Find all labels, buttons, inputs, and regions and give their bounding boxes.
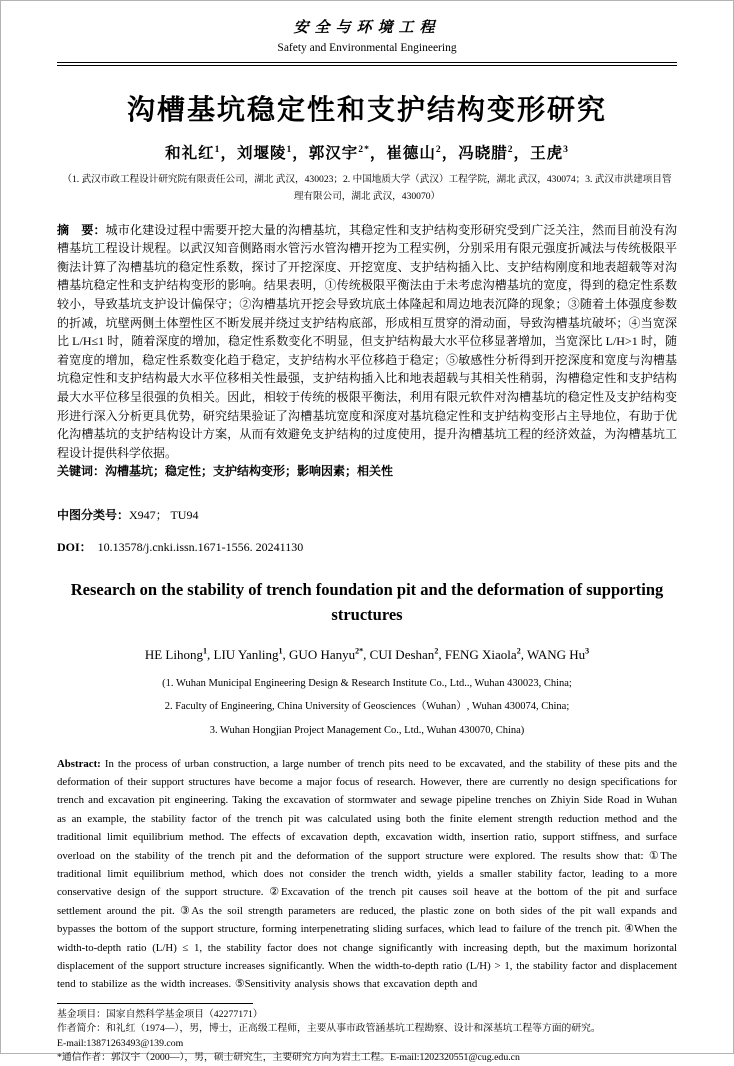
authors-cn bbox=[57, 141, 677, 163]
author-sup: 1 bbox=[202, 647, 207, 656]
abstract-label-en: Abstract: bbox=[57, 757, 101, 770]
journal-header bbox=[57, 16, 677, 66]
author-email-note: E-mail:13871263493@139.com bbox=[57, 1037, 184, 1049]
author-en: CUI Deshan$^2$, bbox=[369, 647, 445, 663]
author-sep: , bbox=[363, 647, 370, 663]
author-sep: , bbox=[438, 647, 445, 663]
author-en: FENG Xiaola$^2$, bbox=[444, 647, 527, 663]
keywords-text-cn: 沟槽基坑；稳定性；支护结构变形；影响因素；相关性 bbox=[105, 464, 394, 479]
affiliation-en-1: (1. Wuhan Municipal Engineering Design & Research Institute Co., Ltd.., Wuhan 430023, China; bbox=[162, 678, 572, 690]
affiliation-en-3: 3. Wuhan Hongjian Project Management Co., Ltd., Wuhan 430070, China) bbox=[209, 724, 525, 736]
author-cn: 和礼红$^1$， bbox=[165, 143, 237, 162]
corresponding-author-note: *通信作者：郭汉宇（2000—），男，硕士研究生，主要研究方向为岩土工程。E-mail:1202320551@cug.edu.cn bbox=[57, 1052, 520, 1064]
author-cn: 郭汉宇$^{2*}$， bbox=[308, 143, 387, 162]
author-en: GUO Hanyu$^{2*}$, bbox=[289, 647, 370, 663]
author-sup: 3 bbox=[585, 647, 590, 656]
author-sup: 1 bbox=[278, 647, 283, 656]
author-sep: ， bbox=[292, 145, 309, 162]
author-sep: , bbox=[207, 647, 214, 663]
author-sep: ， bbox=[369, 145, 387, 162]
journal-name-cn: 安全与环境工程 bbox=[293, 20, 441, 36]
article-title-en: Research on the stability of trench foundation pit and the deformation of supporting structures bbox=[70, 579, 664, 625]
author-sup: 2 bbox=[435, 143, 442, 155]
keywords-cn bbox=[57, 462, 677, 481]
abstract-cn bbox=[57, 221, 677, 463]
author-sep: , bbox=[520, 647, 527, 663]
affiliations-en bbox=[57, 672, 677, 741]
author-bio-note: 作者简介：和礼红（1974—），男，博士，正高级工程师，主要从事市政管涵基坑工程勘察、设计和深基坑工程等方面的研究。 bbox=[57, 1023, 601, 1035]
doi-value: 10.13578/j.cnki.issn.1671-1556. 20241130 bbox=[97, 539, 304, 554]
author-sup: 2 bbox=[434, 647, 439, 656]
author-sep: ， bbox=[513, 145, 531, 162]
author-cn: 王虎$^3$ bbox=[530, 143, 569, 162]
author-sep: , bbox=[282, 647, 290, 663]
author-sup: 3 bbox=[563, 143, 569, 155]
article-title-cn: 沟槽基坑稳定性和支护结构变形研究 bbox=[126, 94, 607, 125]
clc-label: 中图分类号： bbox=[57, 507, 130, 522]
author-en: LIU Yanling$^1$, bbox=[213, 647, 290, 663]
clc-value: X947； TU94 bbox=[129, 507, 199, 522]
doi-label: DOI： bbox=[57, 539, 92, 554]
affiliation-en-2: 2. Faculty of Engineering, China University of Geosciences（Wuhan）, Wuhan 430074, China; bbox=[164, 701, 570, 713]
author-sup: 2 bbox=[516, 647, 521, 656]
affiliation-cn: （1. 武汉市政工程设计研究院有限责任公司，湖北 武汉，430023；2. 中国地质大学（武汉）工程学院，湖北 武汉，430074；3. 武汉市洪建项目管理有限公司，湖北 武汉，430070） bbox=[62, 174, 672, 202]
clc-number bbox=[57, 506, 677, 523]
author-sup: 1 bbox=[214, 143, 221, 155]
abstract-label-cn: 摘 要： bbox=[57, 222, 106, 237]
author-sup: 2 bbox=[507, 143, 514, 155]
author-sup: 1 bbox=[286, 143, 293, 155]
journal-name-en: Safety and Environmental Engineering bbox=[277, 42, 457, 54]
footnote-block bbox=[57, 1003, 677, 1066]
authors-en bbox=[57, 647, 677, 663]
abstract-en bbox=[57, 755, 677, 994]
footnote-divider bbox=[57, 1003, 253, 1004]
author-sup: 2* bbox=[355, 647, 364, 656]
author-en: HE Lihong$^1$, bbox=[144, 647, 214, 663]
keywords-label-cn: 关键词： bbox=[57, 464, 106, 479]
author-cn: 冯晓腊$^2$， bbox=[458, 143, 531, 162]
doi bbox=[57, 538, 677, 555]
abstract-text-en: In the process of urban construction, a large number of trench pits need to be excavated, and the stability of these pits and the deformation of their support structures have become a major focus of research. However, there are currently no design specifications for trench and excavation pit engineering. Taking the excavation of stormwater and sewage pipeline trenches on Zhiyin Side Road in Wuhan as an example, the stability factor of the trench pit was calculated using both the finite element strength reduction method and the traditional limit equilibrium method. The effects of excavation depth, excavation width, insertion ratio, support stiffness, and surface overload on the stability of the trench pit and the deformation of the support structure were explored. The results show that: ①The traditional limit equilibrium method, which does not consider the trench width, yields a smaller stability factor, leading to a more conservative design of the support structure. ②Excavation of the trench pit causes soil heave at the bottom of the pit and surface settlement around the pit. ③As the soil strength parameters are reduced, the plastic zone on both sides of the pit wall expands and bypasses the bottom of the support structure, forming interpenetrating sliding surfaces, which lead to failure of the trench pit. ④When the width-to-depth ratio (L/H) ≤ 1, the stability factor does not change significantly with increasing depth, but the maximum horizontal displacement of the support structure increases significantly. When the width-to-depth ratio (L/H) > 1, the stability factor and displacement tend to stabilize as the width increases. ⑤Sensitivity analysis shows that excavation depth and bbox=[57, 757, 677, 991]
abstract-text-cn: 城市化建设过程中需要开挖大量的沟槽基坑，其稳定性和支护结构变形研究受到广泛关注，然而目前没有沟槽基坑工程设计规程。以武汉知音侧路雨水管污水管沟槽开挖为工程实例，分别采用有限元强度折减法与传统极限平衡法计算了沟槽基坑的稳定性系数，探讨了开挖深度、开挖宽度、支护结构插入比、支护结构刚度和地表超载等对沟槽基坑稳定性和支护结构变形的影响。结果表明，①传统极限平衡法由于未考虑沟槽基坑的宽度，得到的稳定性系数较小，导致基坑支护设计偏保守；②沟槽基坑开挖会导致坑底土体隆起和周边地表沉降的现象；③随着土体强度参数的折减，坑壁两侧土体塑性区不断发展并绕过支护结构底部，形成相互贯穿的滑动面，导致沟槽基坑破坏；④当宽深比 L/H≤1 时，随着深度的增加，稳定性系数变化不明显，但支护结构最大水平位移显著增加，当宽深比 L/H>1 时，随着宽度的增加，稳定性系数变化趋于稳定，支护结构水平位移趋于稳定；⑤敏感性分析得到开挖深度和宽度与沟槽基坑稳定性和支护结构最大水平位移相关性最强，支护结构插入比和地表超载与其相关性稍弱，沟槽稳定性和支护结构最大水平位移呈很强的负相关。因此，相较于传统的极限平衡法，利用有限元软件对沟槽基坑的稳定性及支护结构变形进行深入分析更具优势，研究结果验证了沟槽基坑宽度和深度对基坑稳定性和支护结构变形占主导地位，有助于优化沟槽基坑的支护结构设计方案，从而有效避免支护结构的过度使用，提升沟槽基坑工程的经济效益，为沟槽基坑工程设计提供科学依据。 bbox=[57, 222, 677, 460]
author-sep: ， bbox=[441, 145, 459, 162]
author-sup: 2* bbox=[358, 143, 370, 155]
fund-note: 基金项目：国家自然科学基金项目（42277171） bbox=[57, 1008, 263, 1020]
author-en: WANG Hu$^3$ bbox=[527, 647, 590, 663]
author-cn: 刘堰陵$^1$， bbox=[236, 143, 309, 162]
author-sep: ， bbox=[220, 145, 237, 162]
author-cn: 崔德山$^2$， bbox=[386, 143, 459, 162]
header-divider bbox=[57, 62, 677, 66]
